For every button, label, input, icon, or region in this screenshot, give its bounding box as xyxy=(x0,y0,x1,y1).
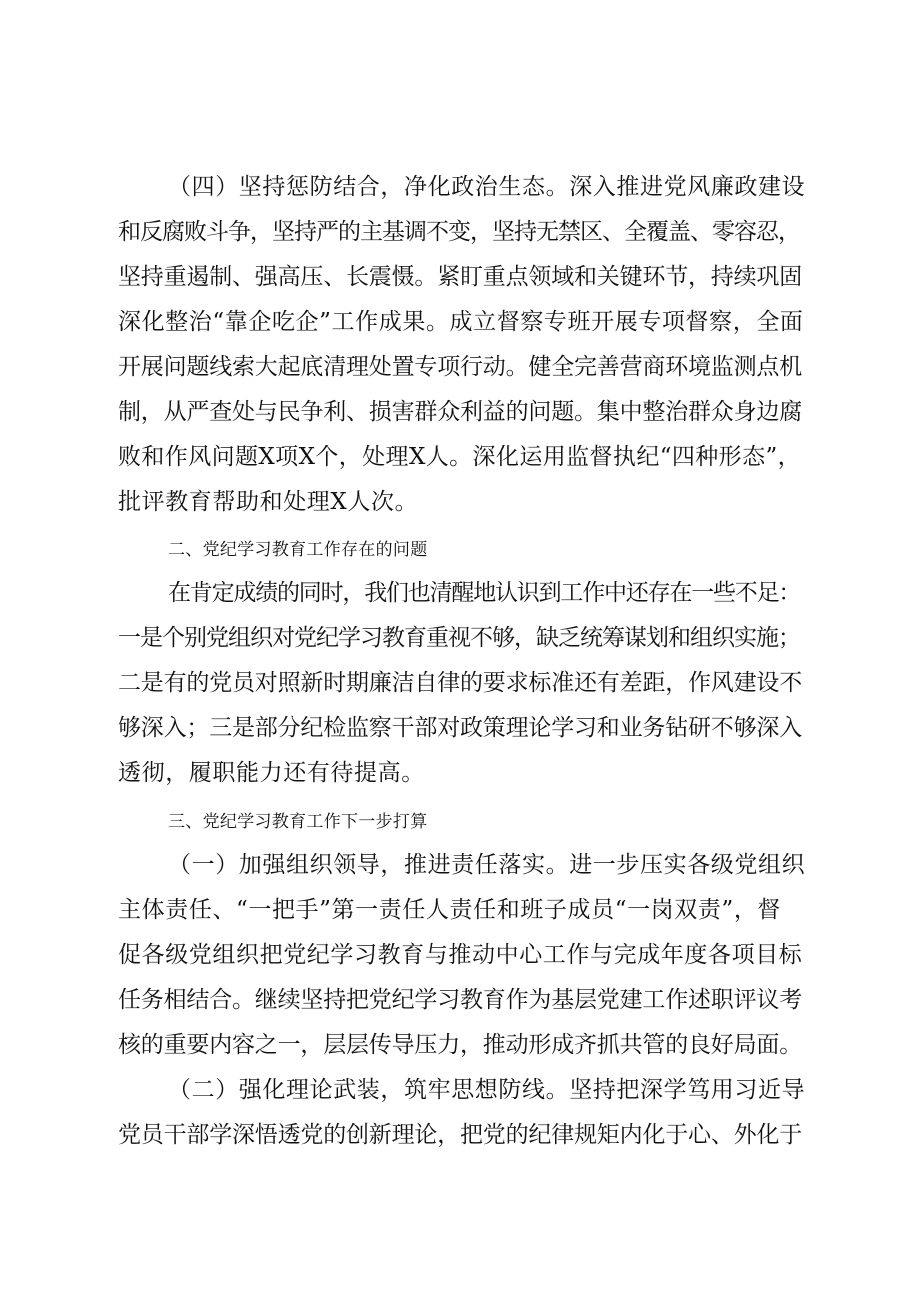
paragraph-line: （四）坚持惩防结合，净化政治生态。深入推进党风廉政建设 xyxy=(168,174,806,200)
paragraph-line: 核的重要内容之一，层层传导压力，推动形成齐抓共管的良好局面。 xyxy=(118,1032,803,1058)
paragraph-line: 任务相结合。继续坚持把党纪学习教育作为基层党建工作述职评议考 xyxy=(118,987,803,1013)
paragraph-line: 党员干部学深悟透党的创新理论，把党的纪律规矩内化于心、外化于 xyxy=(118,1122,803,1148)
paragraph-line: 够深入；三是部分纪检监察干部对政策理论学习和业务钻研不够深入 xyxy=(118,715,803,741)
paragraph-line: 一是个别党组织对党纪学习教育重视不够，缺乏统筹谋划和组织实施； xyxy=(118,625,800,651)
paragraph-line: 二是有的党员对照新时期廉洁自律的要求标准还有差距，作风建设不 xyxy=(118,670,803,696)
paragraph-line: 透彻，履职能力还有待提高。 xyxy=(118,760,425,786)
paragraph-line: 和反腐败斗争，坚持严的主基调不变，坚持无禁区、全覆盖、零容忍， xyxy=(118,219,800,245)
paragraph-line: （一）加强组织领导，推进责任落实。进一步压实各级党组织 xyxy=(168,852,806,878)
section-heading-next-steps: 三、党纪学习教育工作下一步打算 xyxy=(168,812,428,832)
paragraph-line: 促各级党组织把党纪学习教育与推动中心工作与完成年度各项目标 xyxy=(118,942,803,968)
paragraph-line: 败和作风问题X项X个，处理X人。深化运用监督执纪“四种形态”， xyxy=(118,444,802,470)
paragraph-line: （二）强化理论武装，筑牢思想防线。坚持把深学笃用习近导 xyxy=(168,1077,806,1103)
paragraph-line: 批评教育帮助和处理X人次。 xyxy=(118,489,419,515)
section-heading-problems: 二、党纪学习教育工作存在的问题 xyxy=(168,540,428,560)
paragraph-line: 深化整治“靠企吃企”工作成果。成立督察专班开展专项督察，全面 xyxy=(118,309,804,335)
paragraph-line: 开展问题线索大起底清理处置专项行动。健全完善营商环境监测点机 xyxy=(118,354,803,380)
paragraph-line: 在肯定成绩的同时，我们也清醒地认识到工作中还存在一些不足： xyxy=(168,580,801,606)
paragraph-line: 主体责任、“一把手”第一责任人责任和班子成员“一岗双责”，督 xyxy=(118,897,782,923)
paragraph-line: 坚持重遏制、强高压、长震慑。紧盯重点领域和关键环节，持续巩固 xyxy=(118,264,803,290)
paragraph-line: 制，从严查处与民争利、损害群众利益的问题。集中整治群众身边腐 xyxy=(118,399,803,425)
